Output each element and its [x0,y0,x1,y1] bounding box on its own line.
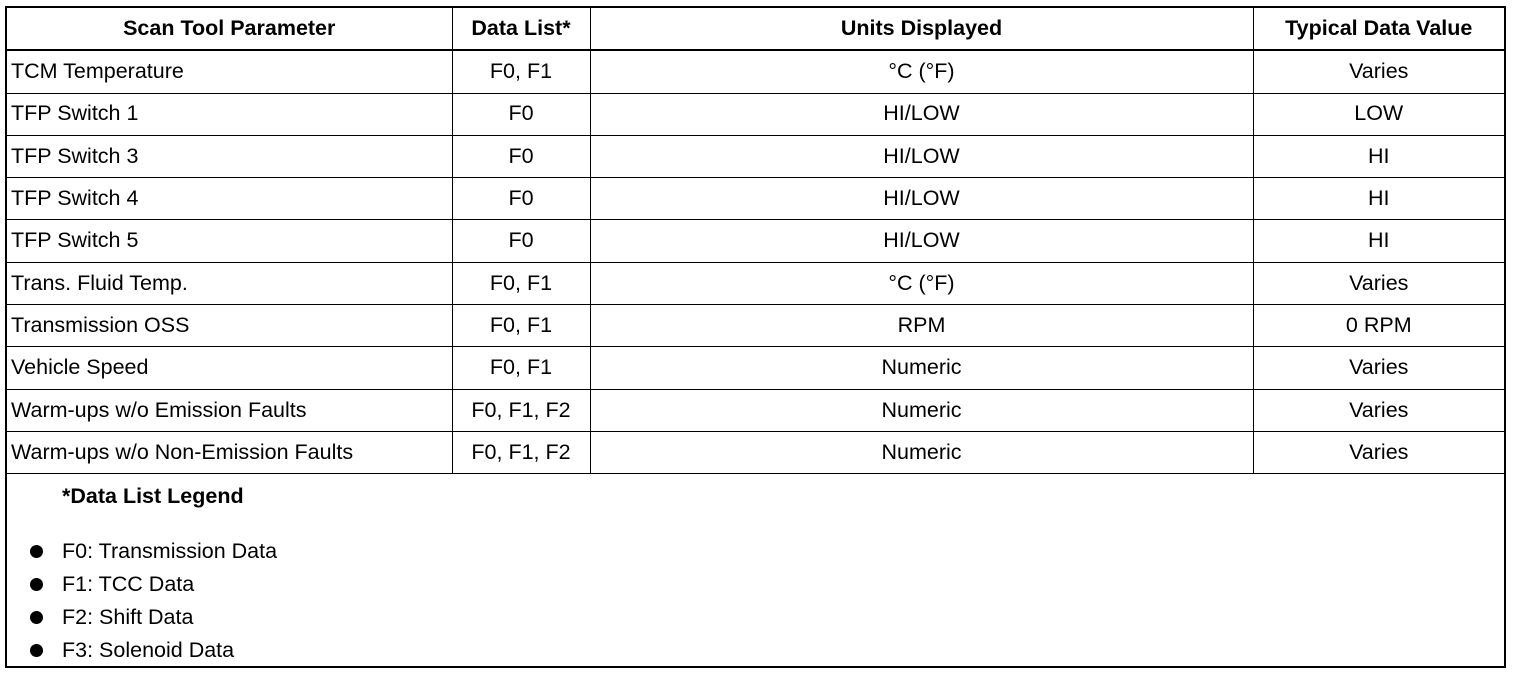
column-header-typical-value: Typical Data Value [1253,8,1504,50]
parameter-cell: Warm-ups w/o Non-Emission Faults [7,431,452,473]
typical-value-cell: HI [1253,220,1504,262]
table-row [7,262,1504,304]
typical-value-cell: LOW [1253,93,1504,135]
parameter-cell: Warm-ups w/o Emission Faults [7,389,452,431]
units-cell: °C (°F) [590,262,1253,304]
parameter-cell: Trans. Fluid Temp. [7,262,452,304]
data-list-cell: F0, F1 [452,347,590,389]
typical-value-cell: HI [1253,135,1504,177]
bullet-icon [30,644,43,657]
units-cell: Numeric [590,431,1253,473]
data-list-cell: F0, F1, F2 [452,389,590,431]
units-cell: Numeric [590,389,1253,431]
data-list-cell: F0, F1 [452,50,590,93]
table-row [7,220,1504,262]
legend-list [7,539,277,671]
parameter-cell: TFP Switch 1 [7,93,452,135]
data-list-cell: F0, F1, F2 [452,431,590,473]
units-cell: Numeric [590,347,1253,389]
legend-item-text: F3: Solenoid Data [62,638,235,662]
typical-value-cell: Varies [1253,389,1504,431]
parameter-cell: TCM Temperature [7,50,452,93]
typical-value-cell: Varies [1253,262,1504,304]
legend-title: *Data List Legend [62,484,244,508]
data-list-cell: F0, F1 [452,305,590,347]
table-row [7,135,1504,177]
typical-value-cell: Varies [1253,347,1504,389]
legend-item-text: F1: TCC Data [62,572,195,596]
legend-item-text: F0: Transmission Data [62,539,278,563]
units-cell: °C (°F) [590,50,1253,93]
units-cell: RPM [590,305,1253,347]
typical-value-cell: Varies [1253,431,1504,473]
table-row [7,178,1504,220]
column-header-units: Units Displayed [590,8,1253,50]
parameter-cell: Vehicle Speed [7,347,452,389]
column-header-data-list: Data List* [452,8,590,50]
data-list-cell: F0 [452,135,590,177]
data-list-cell: F0 [452,220,590,262]
legend-item [7,605,277,638]
data-list-cell: F0, F1 [452,262,590,304]
table-row [7,50,1504,93]
parameter-cell: TFP Switch 5 [7,220,452,262]
parameter-cell: Transmission OSS [7,305,452,347]
bullet-icon [30,611,43,624]
bullet-icon [30,578,43,591]
typical-value-cell: Varies [1253,50,1504,93]
scan-tool-parameter-table [7,8,1504,474]
bullet-icon [30,545,43,558]
typical-value-cell: HI [1253,178,1504,220]
table-header-row [7,8,1504,50]
table-row [7,305,1504,347]
table-row [7,431,1504,473]
typical-value-cell: 0 RPM [1253,305,1504,347]
legend-item [7,638,277,671]
units-cell: HI/LOW [590,178,1253,220]
legend-item [7,572,277,605]
data-list-cell: F0 [452,178,590,220]
table-row [7,389,1504,431]
legend-item-text: F2: Shift Data [62,605,194,629]
units-cell: HI/LOW [590,135,1253,177]
document-frame [5,6,1506,668]
table-row [7,93,1504,135]
column-header-parameter: Scan Tool Parameter [7,8,452,50]
parameter-cell: TFP Switch 4 [7,178,452,220]
table-row [7,347,1504,389]
units-cell: HI/LOW [590,93,1253,135]
units-cell: HI/LOW [590,220,1253,262]
legend-item [7,539,277,572]
parameter-cell: TFP Switch 3 [7,135,452,177]
data-list-cell: F0 [452,93,590,135]
